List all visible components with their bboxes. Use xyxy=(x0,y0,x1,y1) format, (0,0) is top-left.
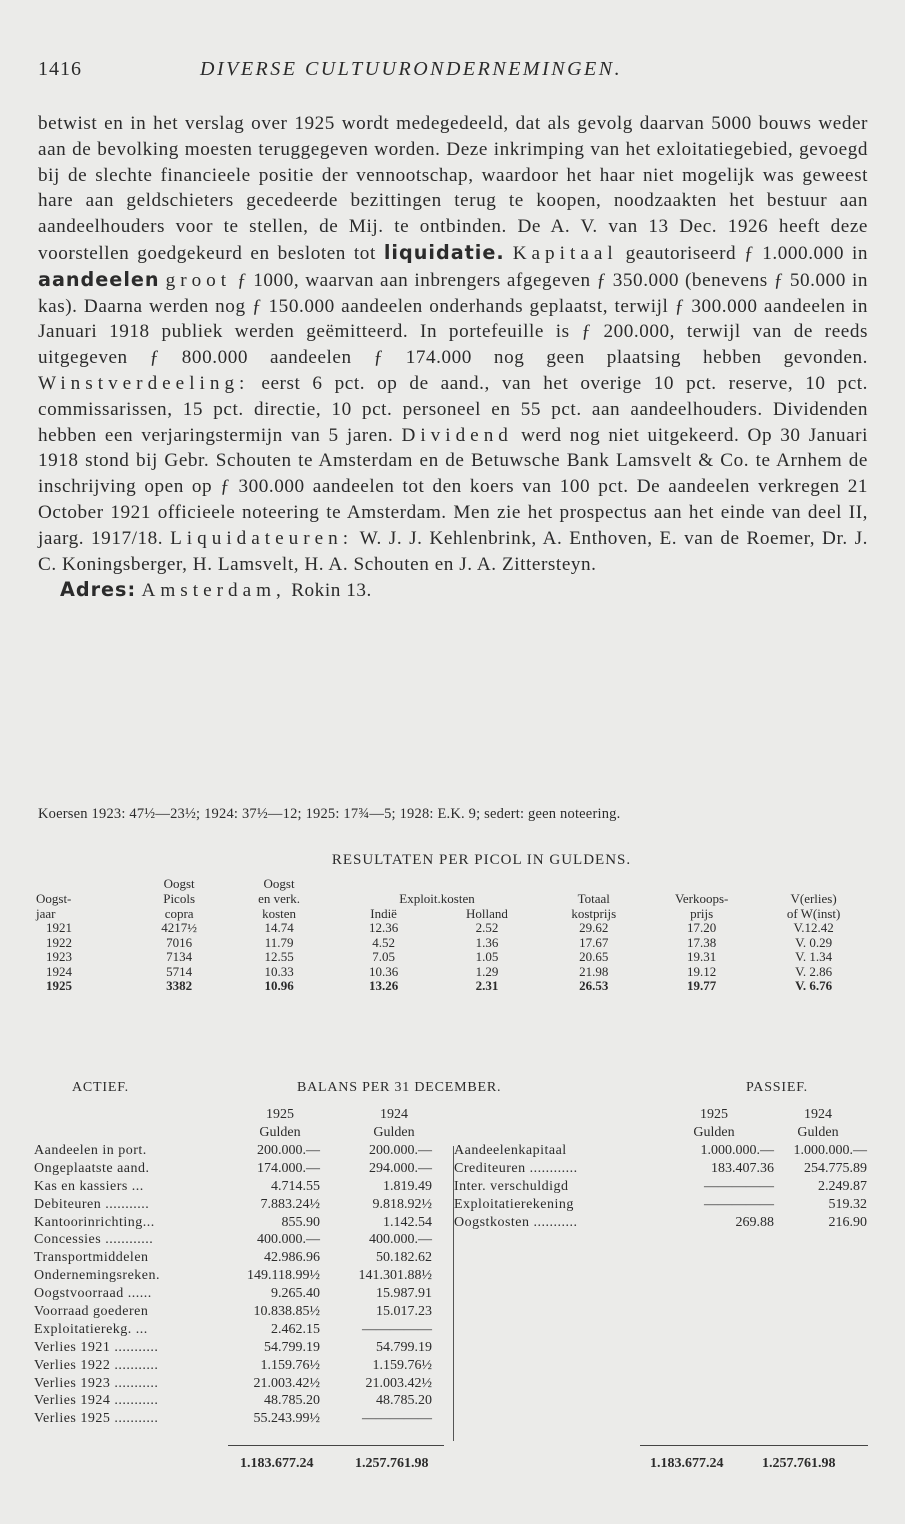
balance-item-label: Verlies 1922 ........... xyxy=(34,1357,159,1373)
passief-heading: PASSIEF. xyxy=(746,1080,808,1095)
table-cell: V. 0.29 xyxy=(795,934,833,950)
table-cell: 1.36 xyxy=(475,934,499,950)
balance-item-label: Oogstvoorraad ...... xyxy=(34,1286,152,1302)
balance-item-value: 149.118.99½ xyxy=(247,1268,320,1284)
text-segment: werd nog niet uitgekeerd. Op 30 Januari 1918 stond bij Gebr. Schouten te Amsterdam en de Betuwsche Bank Lamsvelt & Co. te Arnhem de inschrijving open op ƒ 300.000 aandeelen tot den koers van 100 pct. De aandeelen verkregen 21 October 1921 officieele noteering te Amsterdam. Men zie het prospectus aan het einde van deel II, jaarg. 1917/18. xyxy=(38,424,868,549)
aandeelen-term: aandeelen xyxy=(38,267,160,291)
column-header: Oogst xyxy=(163,876,195,891)
column-header: en verk. xyxy=(258,891,301,906)
balance-item-value: 1.142.54 xyxy=(383,1214,432,1230)
table-row xyxy=(36,921,871,936)
text-segment: ƒ 1000, waarvan aan inbrengers afgegeven ƒ 350.000 (benevens ƒ 50.000 in kas). Daarna werden nog ƒ 150.000 aandeelen onderhands geplaatst, terwijl ƒ 300.000 aandeelen in Januari 1918 publiek werden geëmitteerd. In portefeuille is ƒ 200.000, terwijl van de reeds uitgegeven ƒ 800.000 aandeelen ƒ 174.000 nog geen plaatsing hebben gevonden. xyxy=(38,269,868,369)
balance-row xyxy=(34,1267,454,1285)
column-header: Totaal xyxy=(577,891,610,906)
dividend-label: Dividend xyxy=(401,424,513,446)
balance-item-label: Verlies 1921 ........... xyxy=(34,1339,159,1355)
table-cell: 14.74 xyxy=(264,920,294,935)
balance-item-label: Voorraad goederen xyxy=(34,1304,149,1320)
table-cell: 1922 xyxy=(46,934,72,950)
balance-item-value: 1.159.76½ xyxy=(372,1357,432,1373)
balance-item-value: 4.714.55 xyxy=(271,1178,320,1194)
balance-item-label: Ondernemingsreken. xyxy=(34,1268,161,1284)
balance-item-label: Oogstkosten ........... xyxy=(454,1214,578,1230)
balance-item-value: 183.407.36 xyxy=(711,1160,774,1176)
table-cell: 4217½ xyxy=(161,920,197,935)
body-paragraph xyxy=(38,111,868,604)
balance-item-value: 48.785.20 xyxy=(376,1393,432,1409)
table-cell: 20.65 xyxy=(579,949,609,965)
running-title: DIVERSE CULTUURONDERNEMINGEN. xyxy=(200,58,623,80)
balance-row xyxy=(454,1142,874,1160)
unit-header: Gulden xyxy=(797,1125,839,1140)
results-title: RESULTATEN PER PICOL IN GULDENS. xyxy=(331,852,632,868)
table-cell: 2.52 xyxy=(475,920,499,935)
results-table xyxy=(36,876,871,994)
results-head-row xyxy=(36,876,871,891)
adres-street: Rokin 13. xyxy=(285,580,372,602)
liquidateuren-label: Liquidateuren: xyxy=(170,527,354,549)
table-cell: 4.52 xyxy=(372,934,395,950)
balance-item-value: 55.243.99½ xyxy=(253,1411,320,1427)
column-header: jaar xyxy=(36,906,56,921)
total-rule-right xyxy=(640,1445,868,1446)
passief-total-1924: 1.257.761.98 xyxy=(762,1456,836,1471)
balance-item-label: Kas en kassiers ... xyxy=(34,1178,144,1194)
table-cell: 3382 xyxy=(166,978,193,994)
table-cell: 12.36 xyxy=(368,920,399,935)
balance-item-value: 200.000.— xyxy=(257,1143,320,1158)
balance-row xyxy=(454,1160,874,1178)
table-row xyxy=(36,979,871,994)
balance-item-value: 254.775.89 xyxy=(804,1160,867,1176)
balance-item-label: Exploitatierekening xyxy=(454,1196,574,1212)
balance-item-value: 7.883.24½ xyxy=(260,1196,320,1212)
passief-rows xyxy=(454,1142,874,1231)
balance-item-value: 2.462.15 xyxy=(271,1321,320,1337)
balance-item-label: Aandeelenkapitaal xyxy=(454,1143,567,1158)
text-segment: geautoriseerd ƒ 1.000.000 in xyxy=(617,242,868,264)
table-row xyxy=(36,965,871,980)
balance-row xyxy=(34,1410,454,1428)
table-cell: 10.96 xyxy=(264,978,294,994)
balance-item-value: ————— xyxy=(704,1196,774,1212)
table-cell: 7016 xyxy=(166,934,193,950)
balance-item-value: 855.90 xyxy=(281,1214,320,1230)
kapitaal-label: Kapitaal xyxy=(512,242,618,264)
year-header: 1924 xyxy=(804,1107,832,1122)
results-head-row xyxy=(36,891,871,906)
balance-item-value: ————— xyxy=(704,1178,774,1194)
balance-item-value: 9.265.40 xyxy=(271,1286,320,1302)
table-cell: 10.36 xyxy=(368,963,399,979)
year-header: 1924 xyxy=(380,1107,408,1122)
table-cell: 7134 xyxy=(166,949,193,965)
actief-heading: ACTIEF. xyxy=(72,1080,129,1095)
actief-total-1924: 1.257.761.98 xyxy=(355,1456,429,1471)
balance-item-label: Exploitatierekg. ... xyxy=(34,1321,148,1337)
balance-item-value: 48.785.20 xyxy=(264,1393,320,1409)
balance-item-label: Verlies 1923 ........... xyxy=(34,1375,159,1391)
year-header: 1925 xyxy=(266,1107,294,1122)
column-header: Exploit.kosten xyxy=(399,891,475,906)
adres-city: Amsterdam, xyxy=(141,580,286,602)
actief-column-headers xyxy=(34,1106,454,1142)
balance-item-value: 1.000.000.— xyxy=(793,1143,867,1158)
balance-item-value: 10.838.85½ xyxy=(253,1304,320,1320)
column-header: Indië xyxy=(370,906,397,921)
page-header xyxy=(38,58,868,88)
koersen-line: Koersen 1923: 47½—23½; 1924: 37½—12; 1925: 17¾—5; 1928: E.K. 9; sedert: geen noteering. xyxy=(38,806,621,822)
table-cell: 10.33 xyxy=(264,963,294,979)
main-paragraph xyxy=(38,111,868,577)
table-cell: 17.20 xyxy=(687,920,717,935)
results-body xyxy=(36,921,871,994)
balance-row xyxy=(34,1357,454,1375)
balance-row xyxy=(34,1214,454,1232)
table-cell: 17.67 xyxy=(579,934,609,950)
table-cell: 1.05 xyxy=(475,949,499,965)
balance-item-value: 400.000.— xyxy=(369,1232,432,1248)
balance-item-value: 400.000.— xyxy=(257,1232,320,1248)
balance-item-label: Concessies ............ xyxy=(34,1232,154,1248)
balance-item-value: ————— xyxy=(362,1321,432,1337)
balance-title: BALANS PER 31 DECEMBER. xyxy=(297,1080,502,1095)
column-header: kostprijs xyxy=(571,906,617,921)
balance-row xyxy=(34,1375,454,1393)
balance-item-value: 294.000.— xyxy=(369,1160,432,1176)
column-header: Verkoops- xyxy=(674,891,729,906)
year-header: 1925 xyxy=(700,1107,728,1122)
liquidatie-term: liquidatie. xyxy=(383,240,505,264)
balance-item-value: 174.000.— xyxy=(257,1160,320,1176)
balance-item-label: Verlies 1924 ........... xyxy=(34,1393,159,1409)
table-cell: 1923 xyxy=(46,949,72,965)
balance-item-value: 141.301.88½ xyxy=(358,1268,432,1284)
balance-item-label: Transportmiddelen xyxy=(34,1250,149,1266)
adres-label: Adres: xyxy=(60,578,137,602)
table-cell: 26.53 xyxy=(579,978,609,994)
table-row xyxy=(36,950,871,965)
balance-item-value: 15.017.23 xyxy=(376,1304,432,1320)
actief-rows xyxy=(34,1142,454,1428)
balance-item-value: 54.799.19 xyxy=(264,1339,320,1355)
unit-header: Gulden xyxy=(373,1125,415,1140)
balance-item-value: ————— xyxy=(362,1411,432,1427)
balance-item-label: Crediteuren ............ xyxy=(454,1160,578,1176)
balance-item-value: 1.000.000.— xyxy=(700,1143,774,1158)
balance-row xyxy=(34,1178,454,1196)
table-cell: 17.38 xyxy=(687,934,717,950)
balance-item-value: 21.003.42½ xyxy=(253,1375,320,1391)
text-segment: W. J. J. Kehlenbrink, A. Enthoven, E. van de Roemer, Dr. J. C. Koningsberger, H. Lamsvelt, H. A. Schouten en J. A. Zittersteyn. xyxy=(38,527,868,575)
unit-header: Gulden xyxy=(693,1125,735,1140)
column-header: prijs xyxy=(690,906,714,921)
table-cell: 1.29 xyxy=(475,963,499,979)
table-row xyxy=(36,936,871,951)
balance-row xyxy=(34,1321,454,1339)
passief-column-headers xyxy=(454,1106,874,1142)
balance-item-label: Debiteuren ........... xyxy=(34,1196,150,1212)
balance-row xyxy=(34,1142,454,1160)
table-cell: 21.98 xyxy=(579,963,609,979)
balance-item-value: 269.88 xyxy=(735,1214,774,1230)
balance-heading xyxy=(0,1080,905,1100)
balance-item-label: Aandeelen in port. xyxy=(34,1143,147,1158)
column-header: Oogst xyxy=(263,876,295,891)
balance-row xyxy=(34,1231,454,1249)
balance-row xyxy=(454,1178,874,1196)
actief-total-1925: 1.183.677.24 xyxy=(240,1456,314,1471)
balance-row xyxy=(454,1214,874,1232)
balance-item-label: Ongeplaatste aand. xyxy=(34,1160,150,1176)
table-cell: 1921 xyxy=(46,920,72,935)
table-cell: 2.31 xyxy=(475,978,499,994)
table-cell: 19.12 xyxy=(687,963,717,979)
table-cell: V.12.42 xyxy=(793,920,834,935)
page-number: 1416 xyxy=(38,58,82,80)
column-header: of W(inst) xyxy=(786,906,841,921)
table-cell: 29.62 xyxy=(579,920,609,935)
table-cell: 1924 xyxy=(46,963,72,979)
text-segment: eerst 6 pct. op de aand., van het overige 10 pct. reserve, 10 pct. commissarissen, 15 pct. directie, 10 pct. personeel en 55 pct. aan aandeelhouders. Dividenden hebben een verjaringstermijn van 5 jaren. xyxy=(38,372,868,446)
balance-row xyxy=(34,1285,454,1303)
column-header: copra xyxy=(164,906,194,921)
table-cell: V. 2.86 xyxy=(795,963,833,979)
text-segment: betwist en in het verslag over 1925 wordt medegedeeld, dat als gevolg daarvan 5000 bouws weder aan de bevolking moesten teruggegeven worden. Deze inkrimping van het exloitatiegebied, gevoegd bij de slechte financieele positie der vennootschap, waardoor het haar niet mogelijk was geweest hare aan geldschieters gecedeerde bezittingen terug te koopen, noodzaakten het bestuur aan aandeelhouders voor te stellen, de Mij. te ontbinden. De A. V. van 13 Dec. 1926 heeft deze voorstellen goedgekeurd en besloten tot xyxy=(38,113,868,264)
table-cell: 19.31 xyxy=(687,949,717,965)
groot-label: groot xyxy=(165,269,232,291)
column-header: Picols xyxy=(163,891,196,906)
table-cell: 5714 xyxy=(166,963,193,979)
passief-total-1925: 1.183.677.24 xyxy=(650,1456,724,1471)
results-head-row xyxy=(36,906,871,921)
unit-header: Gulden xyxy=(259,1125,301,1140)
balance-item-value: 54.799.19 xyxy=(376,1339,432,1355)
actief-column xyxy=(34,1106,454,1428)
balance-item-label: Inter. verschuldigd xyxy=(454,1178,569,1194)
winstverdeeling-label: Winstverdeeling: xyxy=(38,372,250,394)
table-cell: 13.26 xyxy=(368,978,399,994)
table-cell: V. 1.34 xyxy=(795,949,833,965)
balance-item-label: Kantoorinrichting... xyxy=(34,1214,155,1230)
balance-item-value: 216.90 xyxy=(828,1214,867,1230)
balance-row xyxy=(454,1196,874,1214)
balance-item-label: Verlies 1925 ........... xyxy=(34,1411,159,1427)
balance-row xyxy=(34,1392,454,1410)
balance-item-value: 519.32 xyxy=(828,1196,867,1212)
column-header: Holland xyxy=(466,906,508,921)
balance-item-value: 1.159.76½ xyxy=(260,1357,320,1373)
table-cell: 12.55 xyxy=(264,949,294,965)
column-header: V(erlies) xyxy=(790,891,837,906)
table-cell: 11.79 xyxy=(264,934,294,950)
balance-row xyxy=(34,1160,454,1178)
table-cell: V. 6.76 xyxy=(795,978,833,994)
balance-item-value: 21.003.42½ xyxy=(365,1375,432,1391)
balance-item-value: 50.182.62 xyxy=(376,1250,432,1266)
column-header: Oogst- xyxy=(36,891,72,906)
balance-row xyxy=(34,1249,454,1267)
balance-item-value: 15.987.91 xyxy=(376,1286,432,1302)
passief-column xyxy=(454,1106,874,1231)
balance-item-value: 1.819.49 xyxy=(383,1178,432,1194)
table-cell: 19.77 xyxy=(687,978,717,994)
balance-row xyxy=(34,1196,454,1214)
balance-item-value: 9.818.92½ xyxy=(372,1196,432,1212)
address-line xyxy=(38,577,868,604)
table-cell: 7.05 xyxy=(372,949,395,965)
balance-item-value: 200.000.— xyxy=(369,1143,432,1158)
table-cell: 1925 xyxy=(46,978,72,994)
total-rule-left xyxy=(228,1445,444,1446)
balance-item-value: 2.249.87 xyxy=(818,1178,867,1194)
balance-row xyxy=(34,1303,454,1321)
balance-row xyxy=(34,1339,454,1357)
column-header: kosten xyxy=(262,906,297,921)
balance-item-value: 42.986.96 xyxy=(264,1250,320,1266)
